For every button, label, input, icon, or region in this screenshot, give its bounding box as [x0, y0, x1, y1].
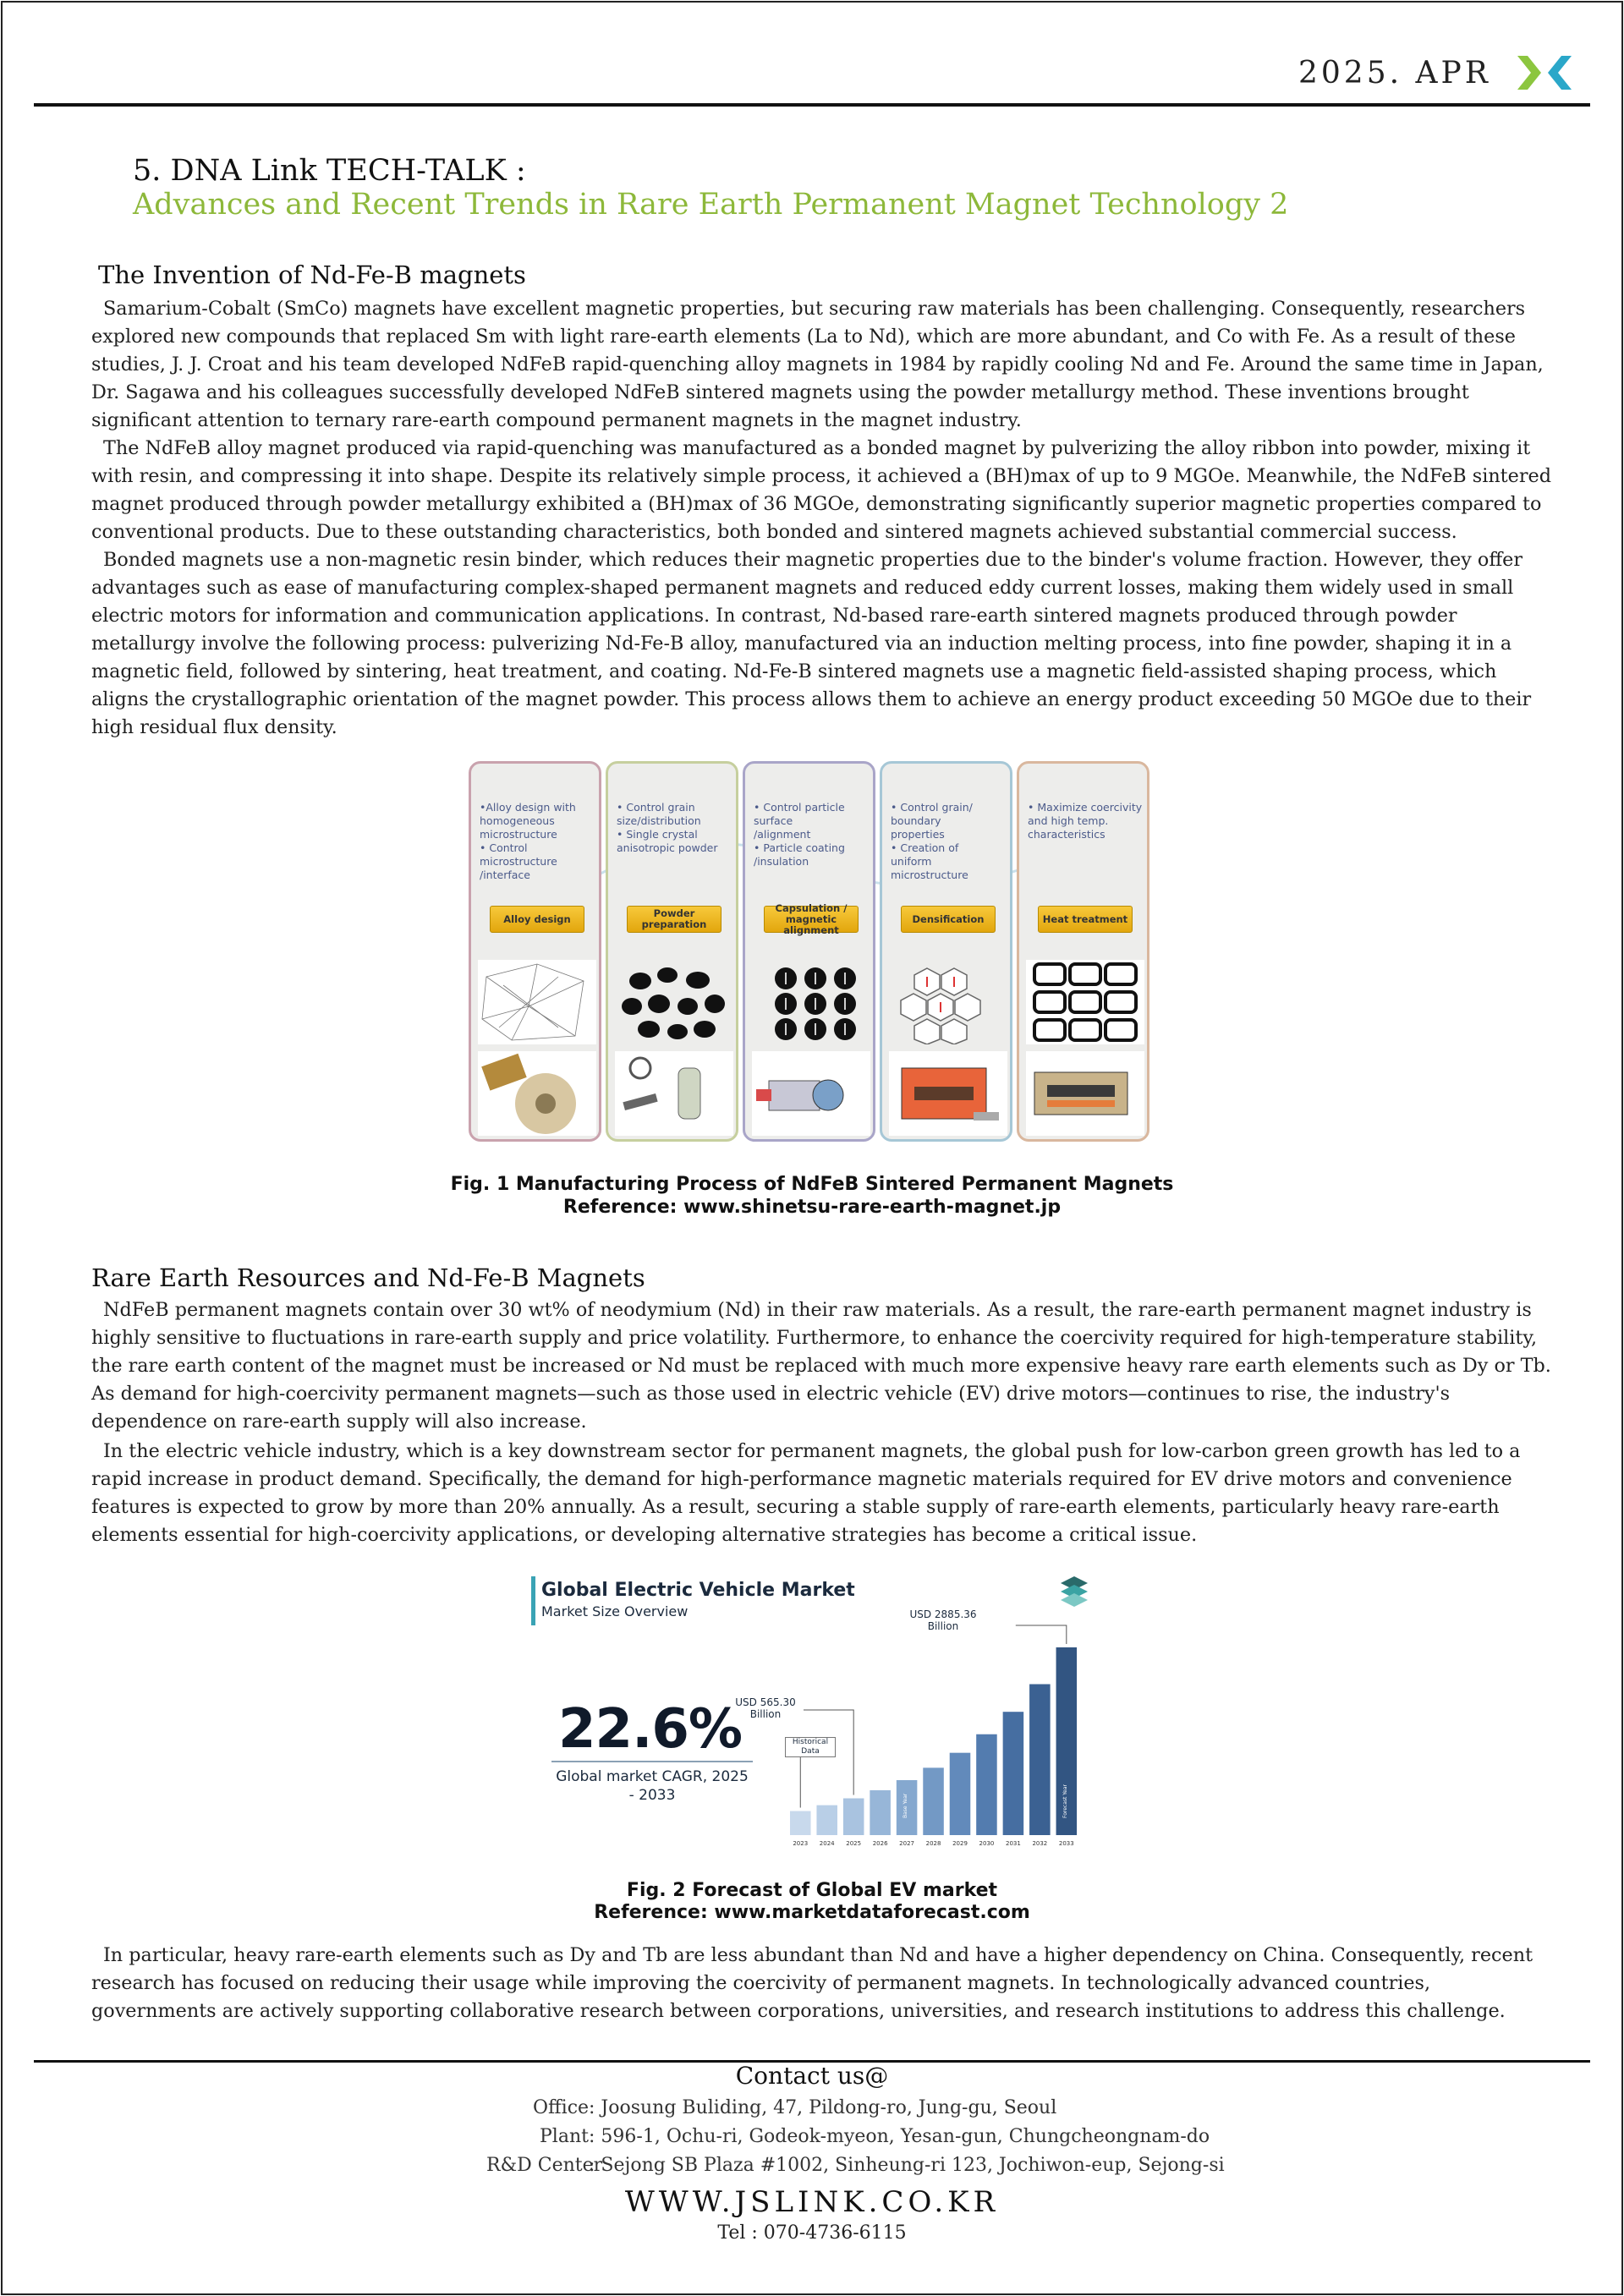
- forecast-year-label: Forecast Year: [1062, 1784, 1068, 1818]
- press-illustration: [752, 1051, 870, 1136]
- plant-address: : 596-1, Ochu-ri, Godeok-myeon, Yesan-gun, Chungcheongnam-do: [589, 2126, 1210, 2147]
- process-step-alloy-design: [469, 761, 601, 1142]
- end-value-note: USD 2885.36 Billion: [909, 1608, 977, 1632]
- grain-boundary-illustration: [889, 960, 1007, 1044]
- process-step-heat-treatment: [1017, 761, 1149, 1142]
- company-logo-icon: [1516, 51, 1573, 95]
- microstructure-illustration: [478, 960, 596, 1044]
- title-accent: [531, 1576, 535, 1625]
- process-step-densification: [880, 761, 1012, 1142]
- figure-2-caption: Fig. 2 Forecast of Global EV market: [626, 1880, 998, 1901]
- x-tick-label: 2026: [872, 1840, 888, 1847]
- bar-2025: [843, 1799, 864, 1835]
- melting-illustration: [478, 1051, 596, 1136]
- x-tick-label: 2029: [952, 1840, 968, 1847]
- closing-paragraph: In particular, heavy rare-earth elements such as Dy and Tb are less abundant than Nd and have a higher dependency on China. Consequently, recent research has focused on reducing their usage while improving the coercivity of permanent magnets. In technologically advanced countries, governments are actively supporting collaborative research between corporations, universities, and research institutions to address this challenge.: [91, 1944, 1533, 2022]
- bar-2023: [790, 1811, 811, 1835]
- furnace-illustration: [889, 1051, 1007, 1136]
- figure-2-ev-market-chart: [524, 1571, 1100, 1850]
- x-tick-label: 2023: [793, 1840, 809, 1847]
- telephone: Tel : 070-4736-6115: [717, 2222, 907, 2244]
- step-description: • Control particle surface /alignment • Particle coating /insulation: [754, 801, 845, 868]
- chart-subtitle: Market Size Overview: [541, 1603, 689, 1619]
- start-value-note: USD 565.30 Billion: [735, 1696, 796, 1720]
- powder-illustration: [615, 960, 733, 1044]
- office-label: Office: [533, 2097, 590, 2118]
- oven-illustration: [1026, 1051, 1144, 1136]
- process-step-magnetic-alignment: [743, 761, 875, 1142]
- step-label: Densification: [901, 906, 996, 933]
- bar-2026: [870, 1790, 891, 1835]
- x-tick-label: 2030: [979, 1840, 995, 1847]
- rnd-label: R&D Center: [486, 2155, 603, 2176]
- step-description: • Control grain/ boundary properties • Creation of uniform microstructure: [891, 801, 973, 881]
- figure-1-process-diagram: [469, 761, 1149, 1142]
- cagr-rule: [551, 1761, 753, 1762]
- paragraph: Samarium-Cobalt (SmCo) magnets have excellent magnetic properties, but securing raw materials has been challenging. Consequently, researchers explored new compounds that replaced Sm with light rare-earth elements (La to Nd), which are more abundant, and Co with Fe. As a result of these studies, J. J. Croat and his team developed NdFeB rapid-quenching alloy magnets in 1984 by rapidly cooling Nd and Fe. Around the same time in Japan, Dr. Sagawa and his colleagues successfully developed NdFeB sintered magnets using the powder metallurgy method. These inventions brought significant attention to ternary rare-earth compound permanent magnets in the magnet industry.: [91, 298, 1544, 431]
- layers-icon: [1057, 1573, 1091, 1607]
- step-description: • Control grain size/distribution • Single crystal anisotropic powder: [617, 801, 718, 854]
- office-address: : Joosung Buliding, 47, Pildong-ro, Jung-gu, Seoul: [589, 2097, 1057, 2118]
- x-tick-label: 2024: [819, 1840, 835, 1847]
- bar-2028: [923, 1767, 944, 1835]
- step-label: Alloy design: [490, 906, 584, 933]
- heading-invention: The Invention of Nd-Fe-B magnets: [98, 260, 526, 289]
- bar-2031: [1003, 1712, 1024, 1835]
- rnd-address: : Sejong SB Plaza #1002, Sinheung-ri 123, Jochiwon-eup, Sejong-si: [589, 2155, 1225, 2176]
- cagr-label: Global market CAGR, 2025 - 2033: [556, 1768, 749, 1804]
- bar-chart: [770, 1622, 1091, 1850]
- step-description: •Alloy design with homogeneous microstructure • Control microstructure /interface: [480, 801, 576, 881]
- end-value-arrow: [1016, 1625, 1067, 1644]
- cagr-value: 22.6%: [558, 1698, 743, 1761]
- plant-label: Plant: [540, 2126, 589, 2147]
- section-title: 5. DNA Link TECH-TALK :: [133, 154, 526, 188]
- x-tick-label: 2032: [1032, 1840, 1048, 1847]
- step-label: Heat treatment: [1038, 906, 1133, 933]
- start-value-arrow: [804, 1710, 853, 1795]
- paragraph: The NdFeB alloy magnet produced via rapid-quenching was manufactured as a bonded magnet by pulverizing the alloy ribbon into powder, mixing it with resin, and compressing it into shape. Despite its relatively simple process, it achieved a (BH)max of up to 9 MGOe. Meanwhile, the NdFeB sintered magnet produced through powder metallurgy exhibited a (BH)max of 36 MGOe, demonstrating significantly superior magnetic properties compared to conventional products. Due to these outstanding characteristics, both bonded and sintered magnets achieved substantial commercial success.: [91, 437, 1551, 543]
- base-year-label: Base Year: [903, 1793, 909, 1818]
- historical-data-note: Historical Data: [785, 1737, 836, 1757]
- website-link[interactable]: WWW.JSLINK.CO.KR: [624, 2185, 1000, 2219]
- process-step-powder-preparation: [606, 761, 738, 1142]
- bar-2030: [976, 1734, 997, 1835]
- figure-1-caption: Fig. 1 Manufacturing Process of NdFeB Sintered Permanent Magnets: [450, 1174, 1174, 1195]
- figure-1-reference: Reference: www.shinetsu-rare-earth-magnet.jp: [562, 1197, 1062, 1218]
- bar-2032: [1029, 1684, 1051, 1835]
- bar-2024: [816, 1806, 837, 1835]
- step-label: Capsulation / magnetic alignment: [764, 906, 859, 933]
- issue-date: 2025. APR: [1298, 56, 1491, 90]
- paragraph: In the electric vehicle industry, which is a key downstream sector for permanent magnets, the global push for low-carbon green growth has led to a rapid increase in product demand. Specifically, the demand for high-performance magnetic materials required for EV drive motors and convenience features is expected to grow by more than 20% annually. As a result, securing a stable supply of rare-earth elements, particularly heavy rare-earth elements essential for high-coercivity applications, or developing alternative strategies has become a critical issue.: [91, 1440, 1521, 1546]
- aligned-particles-illustration: [752, 960, 870, 1044]
- step-label: Powder preparation: [627, 906, 721, 933]
- x-tick-label: 2028: [925, 1840, 941, 1847]
- bar-2029: [950, 1753, 971, 1835]
- paragraph: Bonded magnets use a non-magnetic resin binder, which reduces their magnetic properties due to the binder's volume fraction. However, they offer advantages such as ease of manufacturing complex-shaped permanent magnets and reduced eddy current losses, making them widely used in small electric motors for information and communication applications. In contrast, Nd-based rare-earth sintered magnets produced through powder metallurgy involve the following process: pulverizing Nd-Fe-B alloy, manufactured via an induction melting process, into fine powder, shaping it in a magnetic field, followed by sintering, heat treatment, and coating. Nd-Fe-B sintered magnets use a magnetic field-assisted shaping process, which aligns the crystallographic orientation of the magnet powder. This process allows them to achieve an energy product exceeding 50 MGOe due to their high residual flux density.: [91, 549, 1532, 738]
- x-tick-label: 2027: [899, 1840, 914, 1847]
- figure-2-reference: Reference: www.marketdataforecast.com: [594, 1902, 1030, 1923]
- mill-illustration: [615, 1051, 733, 1136]
- x-tick-label: 2033: [1058, 1840, 1074, 1847]
- hexagonal-grains-illustration: [1026, 960, 1144, 1044]
- section-subtitle: Advances and Recent Trends in Rare Earth Permanent Magnet Technology 2: [133, 188, 1289, 222]
- x-tick-label: 2031: [1005, 1840, 1021, 1847]
- heading-rare-earth-resources: Rare Earth Resources and Nd-Fe-B Magnets: [91, 1263, 645, 1292]
- header-rule: [34, 103, 1590, 107]
- x-tick-label: 2025: [846, 1840, 862, 1847]
- step-description: • Maximize coercivity and high temp. characteristics: [1028, 801, 1143, 841]
- chart-title: Global Electric Vehicle Market: [541, 1580, 855, 1601]
- contact-title: Contact us@: [735, 2062, 889, 2090]
- paragraph: NdFeB permanent magnets contain over 30 wt% of neodymium (Nd) in their raw materials. As a result, the rare-earth permanent magnet industry is highly sensitive to fluctuations in rare-earth supply and price volatility. Furthermore, to enhance the coercivity required for high-temperature stability, the rare earth content of the magnet must be increased or Nd must be replaced with much more expensive heavy rare earth elements such as Dy or Tb. As demand for high-coercivity permanent magnets—such as those used in electric vehicle (EV) drive motors—continues to rise, the industry's dependence on rare-earth supply will also increase.: [91, 1299, 1551, 1433]
